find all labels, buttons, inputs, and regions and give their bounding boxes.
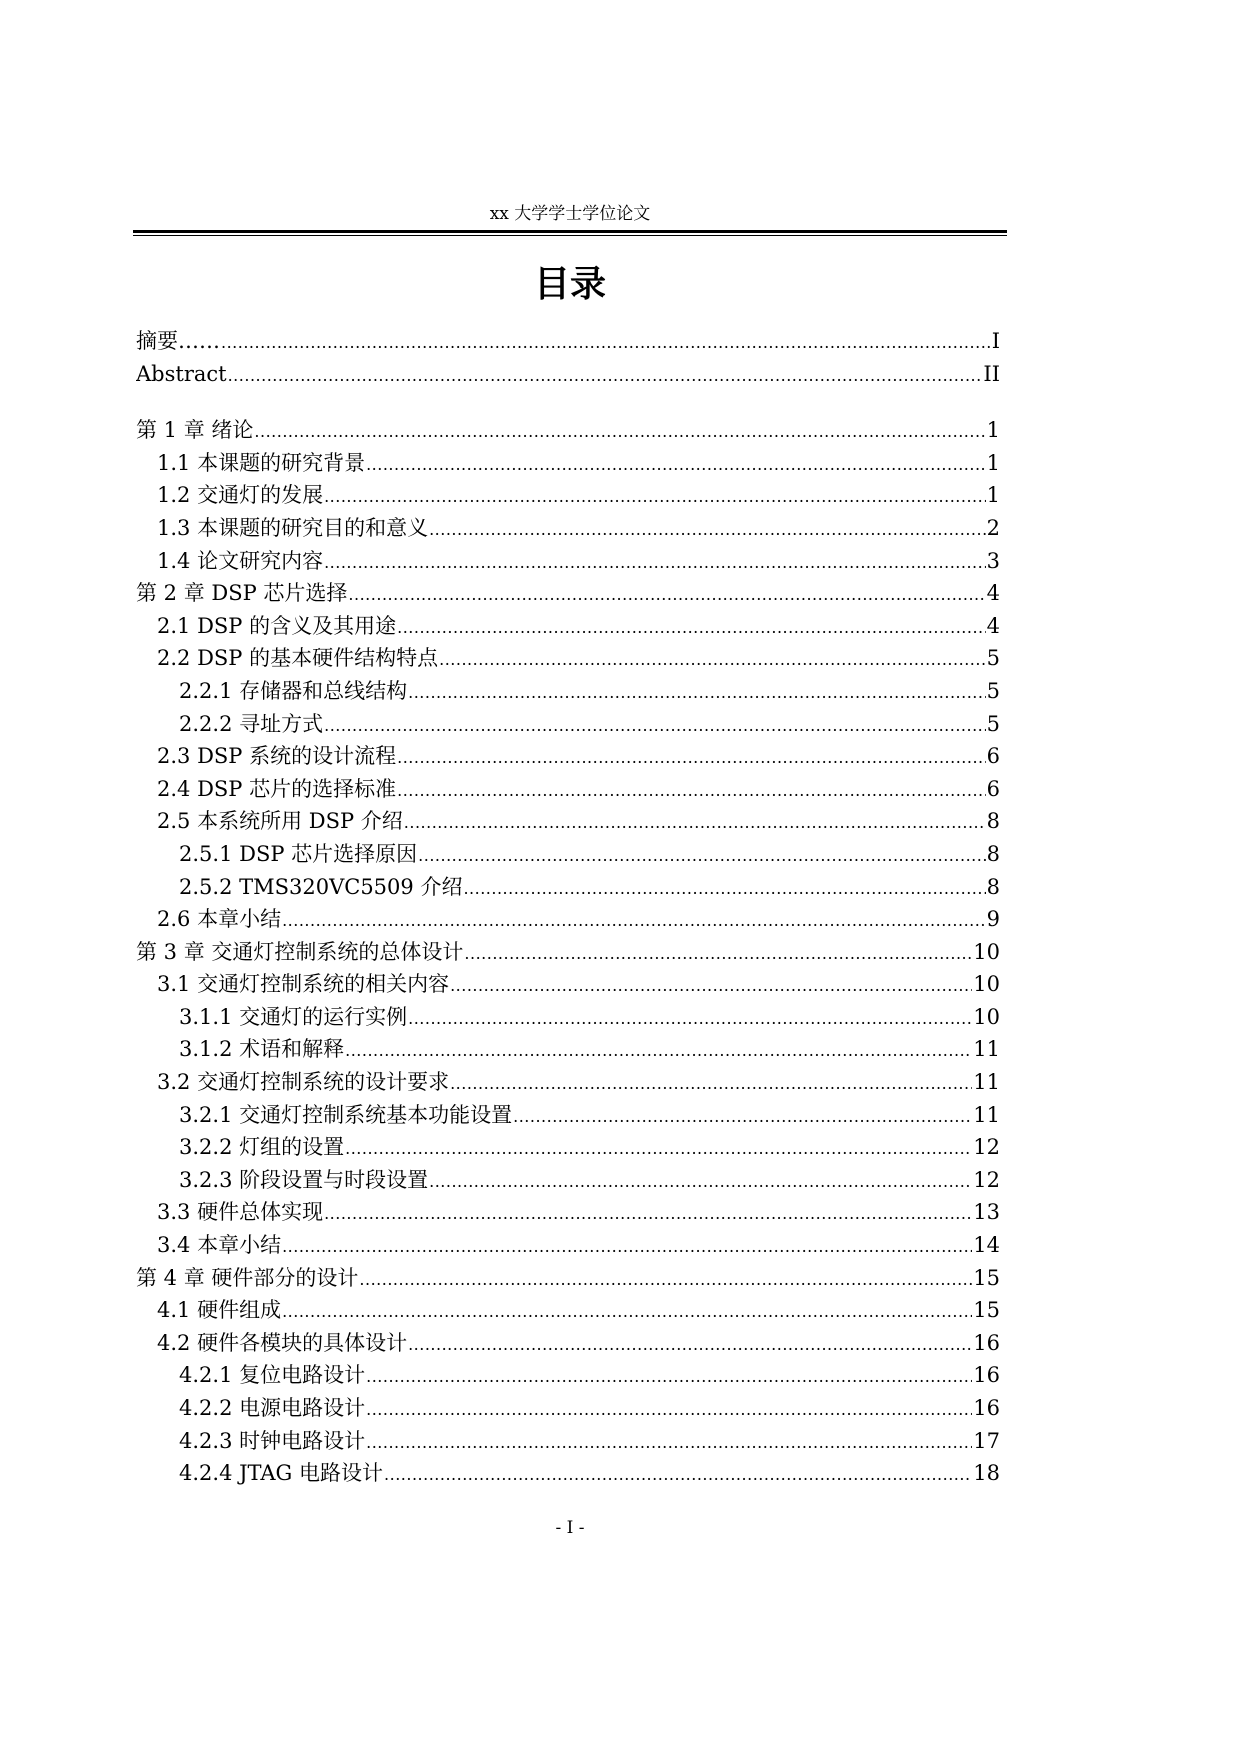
toc-entry-label: 1.4 论文研究内容 [157, 548, 324, 573]
dot-leader [408, 1003, 972, 1034]
toc-entry-page-number: 16 [973, 1363, 1000, 1388]
toc-entry-label: Abstract [136, 361, 227, 386]
toc-entry-page-number: 1 [986, 483, 1000, 508]
toc-entry[interactable] [136, 447, 1000, 480]
toc-entry[interactable] [136, 773, 1000, 806]
toc-entry[interactable] [136, 1066, 1000, 1099]
toc-title: 目录 [533, 264, 606, 305]
header-rule-thin [133, 235, 1007, 236]
toc-entry-label: 2.3 DSP 系统的设计流程 [157, 744, 397, 769]
toc-entry[interactable] [136, 1262, 1000, 1295]
toc-entry-label: 1.3 本课题的研究目的和意义 [157, 515, 429, 540]
toc-entry[interactable] [136, 325, 1000, 358]
toc-entry-page-number: 8 [986, 841, 1000, 866]
dot-leader [324, 481, 986, 512]
dot-leader [228, 360, 983, 391]
dot-leader [384, 1459, 972, 1490]
toc-entry[interactable] [136, 1164, 1000, 1197]
toc-entry-label: 2.6 本章小结 [157, 907, 282, 932]
dot-leader [345, 1133, 972, 1164]
toc-entry-label: 2.2 DSP 的基本硬件结构特点 [157, 646, 439, 671]
toc-entry-page-number: 14 [973, 1233, 1000, 1258]
toc-entry[interactable] [136, 545, 1000, 578]
toc-entry[interactable] [136, 577, 1000, 610]
dot-leader [324, 1198, 972, 1229]
toc-entry[interactable] [136, 1033, 1000, 1066]
toc-entry-label: 3.2.3 阶段设置与时段设置 [179, 1167, 429, 1192]
toc-entry-label: 4.2.4 JTAG 电路设计 [179, 1461, 384, 1486]
toc-entry-page-number: 16 [973, 1396, 1000, 1420]
toc-entry-label: 2.2.2 寻址方式 [179, 711, 324, 736]
toc-entry[interactable] [136, 838, 1000, 871]
dot-leader [429, 1166, 972, 1197]
toc-entry-page-number: 6 [986, 776, 1000, 801]
dot-leader [282, 905, 986, 936]
toc-entry-label: 2.4 DSP 芯片的选择标准 [157, 776, 397, 801]
toc-entry-page-number: 16 [973, 1330, 1000, 1355]
toc-entry-label: 3.2.2 灯组的设置 [179, 1135, 345, 1160]
toc-entry-label: 第 2 章 DSP 芯片选择 [136, 581, 348, 606]
toc-entry-label: 3.1.1 交通灯的运行实例 [179, 1004, 408, 1029]
toc-entry[interactable] [136, 1425, 1000, 1458]
dot-leader [221, 327, 991, 358]
dot-leader [408, 677, 986, 708]
dot-leader [463, 873, 985, 904]
toc-entry[interactable] [136, 610, 1000, 643]
toc-entry-label: 3.4 本章小结 [157, 1233, 282, 1258]
dot-leader [282, 1296, 972, 1327]
dot-leader [397, 775, 986, 806]
toc-entry[interactable] [136, 1001, 1000, 1034]
toc-entry-label: 2.2.1 存储器和总线结构 [179, 678, 408, 703]
dot-leader [464, 938, 972, 969]
toc-entry-page-number: 12 [973, 1135, 1000, 1160]
toc-entry-page-number: 10 [973, 939, 1000, 964]
toc-entry-page-number: 10 [973, 1004, 1000, 1029]
toc-entry-page-number: 3 [986, 548, 1000, 573]
toc-entry[interactable] [136, 1327, 1000, 1360]
toc-entry[interactable] [136, 414, 1000, 447]
dot-leader [450, 1068, 972, 1099]
toc-entry-page-number: 1 [986, 418, 1000, 443]
toc-entry-page-number: 11 [973, 1102, 1000, 1127]
toc-entry-label: 3.1 交通灯控制系统的相关内容 [157, 972, 450, 997]
toc-entry-page-number: II [983, 361, 1000, 386]
toc-entry-page-number: 5 [986, 646, 1000, 671]
dot-leader [429, 514, 986, 545]
toc-entry-page-number: 5 [986, 711, 1000, 736]
dot-leader [397, 612, 986, 643]
dot-leader [366, 449, 986, 480]
toc-entry-label: 3.2 交通灯控制系统的设计要求 [157, 1070, 450, 1095]
toc-entry[interactable] [136, 1196, 1000, 1229]
toc-entry-label: 2.5 本系统所用 DSP 介绍 [157, 809, 403, 834]
toc-entry-label: 4.2.3 时钟电路设计 [179, 1428, 366, 1453]
toc-entry-label: 第 3 章 交通灯控制系统的总体设计 [136, 939, 464, 964]
toc-entry-page-number: 10 [973, 972, 1000, 997]
toc-entry-label: 3.2.1 交通灯控制系统基本功能设置 [179, 1102, 513, 1127]
toc-entry-label: 3.1.2 术语和解释 [179, 1037, 345, 1062]
toc-entry-page-number: 4 [986, 581, 1000, 606]
dot-leader [408, 1329, 972, 1360]
toc-entry[interactable] [136, 1392, 1000, 1425]
dot-leader [324, 547, 986, 578]
toc-entry-page-number: 11 [973, 1070, 1000, 1095]
toc-entry-page-number: 2 [986, 515, 1000, 540]
dot-leader [366, 1394, 972, 1425]
toc-entry-page-number: 5 [986, 678, 1000, 703]
dot-leader [324, 710, 986, 741]
toc-entry-page-number: 17 [973, 1428, 1000, 1453]
dot-leader [450, 970, 972, 1001]
dot-leader [359, 1264, 972, 1295]
dot-leader [404, 807, 986, 838]
toc-entry[interactable] [136, 642, 1000, 675]
toc-entry-label: 4.2 硬件各模块的具体设计 [157, 1330, 408, 1355]
dot-leader [513, 1101, 972, 1132]
toc-entry[interactable] [136, 358, 1000, 391]
toc-entry[interactable] [136, 936, 1000, 969]
toc-entry[interactable] [136, 479, 1000, 512]
toc-entry[interactable] [136, 1359, 1000, 1392]
dot-leader [366, 1361, 972, 1392]
dot-leader [348, 579, 985, 610]
dot-leader [345, 1035, 972, 1066]
toc-entry-page-number: 8 [986, 809, 1000, 834]
toc-entry[interactable] [136, 1457, 1000, 1490]
running-header: xx 大学学士学位论文 [489, 204, 651, 224]
page-number: - I - [555, 1518, 585, 1538]
toc-entry-label: 4.2.2 电源电路设计 [179, 1396, 366, 1420]
dot-leader [254, 416, 985, 447]
toc-entry-label: 第 1 章 绪论 [136, 418, 254, 443]
toc-entry-page-number: 13 [973, 1200, 1000, 1225]
toc-entry-page-number: 6 [986, 744, 1000, 769]
dot-leader [366, 1427, 972, 1458]
toc-entry-page-number: 12 [973, 1167, 1000, 1192]
toc-entry[interactable] [136, 1099, 1000, 1132]
header-rule [133, 230, 1007, 233]
toc-entry[interactable] [136, 675, 1000, 708]
toc-entry-page-number: 8 [986, 874, 1000, 899]
toc-entry-label: 2.5.1 DSP 芯片选择原因 [179, 841, 418, 866]
toc-entry[interactable] [136, 1294, 1000, 1327]
toc-entry-page-number: I [991, 329, 1000, 353]
toc-entry[interactable] [136, 805, 1000, 838]
toc-entry[interactable] [136, 708, 1000, 741]
toc-entry-label: 2.1 DSP 的含义及其用途 [157, 613, 397, 638]
toc-entry-label: 第 4 章 硬件部分的设计 [136, 1265, 359, 1290]
toc-entry[interactable] [136, 1131, 1000, 1164]
toc-entry-label: 2.5.2 TMS320VC5509 介绍 [179, 874, 463, 899]
toc-entry[interactable] [136, 512, 1000, 545]
dot-leader [282, 1231, 972, 1262]
toc-entry-page-number: 15 [973, 1265, 1000, 1290]
toc-entry-page-number: 15 [973, 1298, 1000, 1323]
toc-entry[interactable] [136, 903, 1000, 936]
toc-entry-label: 1.2 交通灯的发展 [157, 483, 324, 508]
toc-entry[interactable] [136, 968, 1000, 1001]
toc-entry-page-number: 1 [986, 450, 1000, 475]
toc-entry-page-number: 11 [973, 1037, 1000, 1062]
dot-leader [439, 644, 986, 675]
dot-leader [418, 840, 985, 871]
dot-leader [397, 742, 986, 773]
toc-entry-label: 1.1 本课题的研究背景 [157, 450, 366, 475]
toc-entry-label: 4.2.1 复位电路设计 [179, 1363, 366, 1388]
toc-entry[interactable] [136, 1229, 1000, 1262]
toc-entry[interactable] [136, 740, 1000, 773]
toc-entry-page-number: 4 [986, 613, 1000, 638]
toc-entry-label: 3.3 硬件总体实现 [157, 1200, 324, 1225]
toc-entry-label: 摘要…… [136, 329, 220, 353]
toc-entry-page-number: 9 [986, 907, 1000, 932]
toc-entry-label: 4.1 硬件组成 [157, 1298, 282, 1323]
toc-entry[interactable] [136, 871, 1000, 904]
table-of-contents [136, 325, 1000, 1490]
toc-entry-page-number: 18 [973, 1461, 1000, 1486]
